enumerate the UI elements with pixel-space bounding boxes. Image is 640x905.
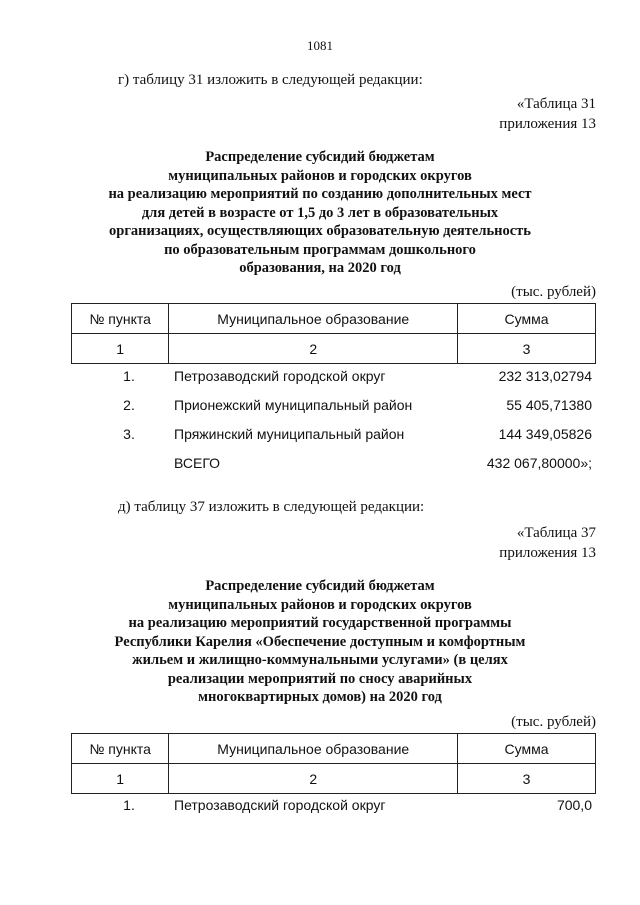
- title-line: муниципальных районов и городских округов: [168, 596, 472, 613]
- header-row: [72, 304, 596, 334]
- numbering-row: [72, 764, 596, 794]
- numbering-cell: 2: [169, 764, 458, 794]
- title-line: на реализацию мероприятий по созданию дополнительных мест: [108, 186, 532, 202]
- table-31-header: [71, 303, 596, 364]
- reference-line: приложения 13: [499, 545, 596, 561]
- title-line: Республики Карелия «Обеспечение доступным и комфортным: [114, 633, 526, 650]
- title-line: на реализацию мероприятий государственной программы: [128, 615, 512, 631]
- page-number: 1081: [307, 38, 333, 53]
- title-line: жильем и жилищно-коммунальными услугами» (в целях: [132, 652, 508, 668]
- row-municipality: Петрозаводский городской округ: [174, 368, 386, 384]
- header-municipality: Муниципальное образование: [169, 734, 458, 764]
- title-line: многоквартирных домов) на 2020 год: [198, 689, 442, 705]
- table-row: [71, 797, 596, 817]
- table-31-title: [80, 148, 560, 278]
- reference-line: «Таблица 31: [516, 96, 596, 112]
- row-number: 1.: [123, 797, 135, 813]
- row-sum: 55 405,71380: [506, 397, 592, 413]
- title-line: по образовательным программам дошкольного: [164, 241, 476, 258]
- row-sum: 700,0: [556, 797, 592, 813]
- header-number: № пункта: [72, 304, 169, 334]
- title-line: реализации мероприятий по сносу аварийных: [167, 670, 473, 687]
- table-37-title: [80, 577, 560, 707]
- header-sum: Сумма: [458, 304, 596, 334]
- row-sum: 144 349,05826: [498, 426, 592, 442]
- row-number: 1.: [123, 368, 135, 384]
- title-line: организациях, осуществляющих образовательную деятельность: [109, 223, 531, 239]
- instruction-table-37: д) таблицу 37 изложить в следующей редакции:: [118, 499, 425, 515]
- units-label: (тыс. рублей): [511, 714, 596, 730]
- row-number: 2.: [123, 397, 135, 413]
- row-municipality: Прионежский муниципальный район: [174, 397, 413, 413]
- numbering-cell: 1: [72, 334, 169, 364]
- numbering-row: [72, 334, 596, 364]
- total-sum: 432 067,80000»;: [486, 455, 592, 471]
- numbering-cell: 3: [458, 764, 596, 794]
- units-label: (тыс. рублей): [511, 284, 596, 300]
- total-label: ВСЕГО: [174, 455, 221, 471]
- header-sum: Сумма: [458, 734, 596, 764]
- instruction-table-31: г) таблицу 31 изложить в следующей редакции:: [118, 72, 423, 88]
- numbering-cell: 1: [72, 764, 169, 794]
- header-row: [72, 734, 596, 764]
- reference-line: «Таблица 37: [516, 525, 596, 541]
- row-sum: 232 313,02794: [498, 368, 592, 384]
- table-row: [71, 426, 596, 446]
- header-municipality: Муниципальное образование: [169, 304, 458, 334]
- reference-line: приложения 13: [499, 116, 596, 132]
- table-37-reference: [499, 523, 596, 563]
- header-number: № пункта: [72, 734, 169, 764]
- row-municipality: Петрозаводский городской округ: [174, 797, 386, 813]
- title-line: для детей в возрасте от 1,5 до 3 лет в образовательных: [141, 204, 499, 221]
- total-row: [71, 455, 596, 475]
- title-line: муниципальных районов и городских округов: [168, 167, 472, 184]
- table-row: [71, 368, 596, 388]
- table-37-header: [71, 733, 596, 794]
- numbering-cell: 2: [169, 334, 458, 364]
- table-31-reference: [499, 94, 596, 134]
- numbering-cell: 3: [458, 334, 596, 364]
- title-line: Распределение субсидий бюджетам: [205, 149, 435, 165]
- title-line: образования, на 2020 год: [239, 260, 401, 276]
- title-line: Распределение субсидий бюджетам: [205, 578, 435, 594]
- table-row: [71, 397, 596, 417]
- row-number: 3.: [123, 426, 135, 442]
- row-municipality: Пряжинский муниципальный район: [174, 426, 405, 442]
